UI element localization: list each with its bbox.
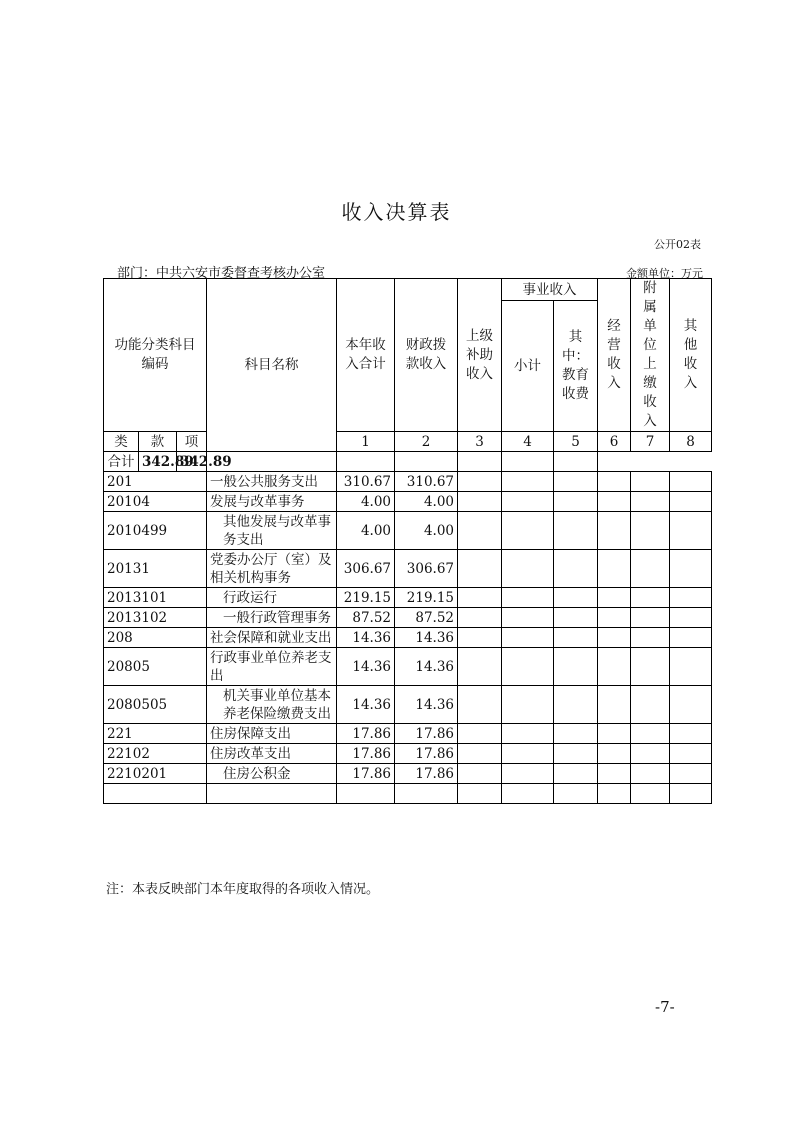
table-note: 注：本表反映部门本年度取得的各项收入情况。 [106,882,380,897]
empty-cell [631,512,670,550]
row-code: 22102 [104,744,207,764]
empty-cell [502,588,554,608]
page-number: -7- [655,998,675,1016]
form-code: 公开02表 [654,238,701,251]
empty-cell [598,686,631,724]
row-total-income: 310.67 [337,472,395,492]
empty-cell [554,724,598,744]
empty-cell [458,550,502,588]
total-income-value: 342.89 [139,452,177,472]
empty-cell [458,608,502,628]
empty-cell [670,492,712,512]
column-number: 2 [395,432,458,452]
row-name: 一般公共服务支出 [207,472,337,492]
empty-cell [598,608,631,628]
empty-cell [598,764,631,784]
empty-cell [458,724,502,744]
empty-cell [631,724,670,744]
empty-cell [670,744,712,764]
empty-cell [502,550,554,588]
row-name: 发展与改革事务 [207,492,337,512]
empty-cell [631,472,670,492]
empty-cell [670,648,712,686]
header-total-income: 本年收入合计 [337,279,395,432]
empty-cell [670,608,712,628]
row-total-income: 306.67 [337,550,395,588]
empty-cell [631,764,670,784]
empty-cell [458,512,502,550]
row-code: 2010499 [104,512,207,550]
empty-cell [670,628,712,648]
column-number: 6 [598,432,631,452]
row-code: 20104 [104,492,207,512]
amount-unit: 金额单位：万元 [626,267,703,280]
row-code: 20805 [104,648,207,686]
header-business-income: 事业收入 [502,279,598,301]
row-code: 20131 [104,550,207,588]
table-row [104,512,712,550]
empty-cell [631,492,670,512]
row-code: 2013102 [104,608,207,628]
income-statement-table [103,278,712,804]
empty-cell [502,472,554,492]
empty-cell [502,686,554,724]
empty-cell [554,628,598,648]
table-row [104,608,712,628]
row-total-income: 219.15 [337,588,395,608]
empty-cell [631,628,670,648]
total-label: 合计 [104,452,139,472]
empty-cell [458,648,502,686]
empty-cell [631,648,670,686]
empty-cell [458,492,502,512]
empty-cell [502,648,554,686]
empty-cell [502,764,554,784]
header-xiang: 项 [177,432,207,452]
empty-cell [554,588,598,608]
empty-cell [598,472,631,492]
empty-cell [598,550,631,588]
row-name: 住房公积金 [207,764,337,784]
row-name: 住房改革支出 [207,744,337,764]
row-total-income: 14.36 [337,628,395,648]
empty-cell [502,724,554,744]
row-total-income: 87.52 [337,608,395,628]
table-row [104,744,712,764]
row-fiscal: 14.36 [395,648,458,686]
table-title: 收入决算表 [341,200,452,224]
header-code: 功能分类科目编码 [104,279,207,432]
empty-cell [670,764,712,784]
empty-cell [598,724,631,744]
row-name: 行政运行 [207,588,337,608]
empty-cell [631,608,670,628]
row-name: 一般行政管理事务 [207,608,337,628]
empty-row [104,784,712,804]
header-fiscal: 财政拨款收入 [395,279,458,432]
row-total-income: 4.00 [337,512,395,550]
empty-cell [458,472,502,492]
empty-cell [458,628,502,648]
column-number: 3 [458,432,502,452]
empty-cell [502,744,554,764]
row-name: 党委办公厅（室）及相关机构事务 [207,550,337,588]
row-total-income: 4.00 [337,492,395,512]
empty-cell [670,550,712,588]
row-fiscal: 4.00 [395,492,458,512]
row-fiscal: 4.00 [395,512,458,550]
empty-cell [631,550,670,588]
empty-cell [458,764,502,784]
row-fiscal: 310.67 [395,472,458,492]
empty-cell [598,492,631,512]
table-row [104,686,712,724]
row-fiscal: 17.86 [395,744,458,764]
row-fiscal: 87.52 [395,608,458,628]
empty-cell [554,550,598,588]
empty-cell [554,744,598,764]
empty-cell [598,628,631,648]
row-total-income: 14.36 [337,648,395,686]
empty-cell [554,472,598,492]
total-row [104,452,712,472]
row-code: 2080505 [104,686,207,724]
empty-cell [502,628,554,648]
row-total-income: 17.86 [337,764,395,784]
header-lei: 类 [104,432,139,452]
table-row [104,550,712,588]
column-number: 5 [554,432,598,452]
row-name: 住房保障支出 [207,724,337,744]
empty-cell [554,648,598,686]
table-row [104,628,712,648]
column-number: 4 [502,432,554,452]
table-row [104,472,712,492]
empty-cell [631,686,670,724]
empty-cell [458,588,502,608]
row-total-income: 17.86 [337,744,395,764]
row-code: 201 [104,472,207,492]
row-fiscal: 17.86 [395,764,458,784]
empty-cell [631,744,670,764]
row-fiscal: 17.86 [395,724,458,744]
empty-cell [631,588,670,608]
row-code: 2013101 [104,588,207,608]
empty-cell [554,764,598,784]
header-kuan: 款 [139,432,177,452]
header-superior-subsidy: 上级补助收入 [458,279,502,432]
table-row [104,764,712,784]
header-affiliated: 附属单位上缴收入 [631,279,670,432]
empty-cell [502,608,554,628]
empty-cell [670,472,712,492]
header-education-fee: 其中：教育收费 [554,301,598,432]
row-name: 其他发展与改革事务支出 [207,512,337,550]
row-code: 208 [104,628,207,648]
empty-cell [554,686,598,724]
header-operating: 经营收入 [598,279,631,432]
department-label: 部门：中共六安市委督查考核办公室 [117,266,326,281]
column-number: 7 [631,432,670,452]
header-name: 科目名称 [207,279,337,452]
empty-cell [598,744,631,764]
row-fiscal: 14.36 [395,686,458,724]
empty-cell [670,512,712,550]
empty-cell [598,648,631,686]
empty-cell [598,512,631,550]
empty-cell [670,686,712,724]
empty-cell [502,492,554,512]
header-subtotal: 小计 [502,301,554,432]
table-row [104,492,712,512]
row-fiscal: 306.67 [395,550,458,588]
row-total-income: 14.36 [337,686,395,724]
empty-cell [598,588,631,608]
column-number: 8 [670,432,712,452]
empty-cell [502,512,554,550]
empty-cell [458,744,502,764]
empty-cell [670,724,712,744]
row-code: 221 [104,724,207,744]
row-code: 2210201 [104,764,207,784]
row-name: 行政事业单位养老支出 [207,648,337,686]
row-name: 机关事业单位基本养老保险缴费支出 [207,686,337,724]
empty-cell [670,588,712,608]
table-row [104,648,712,686]
column-number: 1 [337,432,395,452]
header-other: 其他收入 [670,279,712,432]
empty-cell [554,608,598,628]
row-fiscal: 14.36 [395,628,458,648]
table-row [104,724,712,744]
empty-cell [554,512,598,550]
table-row [104,588,712,608]
row-fiscal: 219.15 [395,588,458,608]
empty-cell [554,492,598,512]
row-total-income: 17.86 [337,724,395,744]
total-fiscal-value: 342.89 [177,452,207,472]
row-name: 社会保障和就业支出 [207,628,337,648]
empty-cell [458,686,502,724]
